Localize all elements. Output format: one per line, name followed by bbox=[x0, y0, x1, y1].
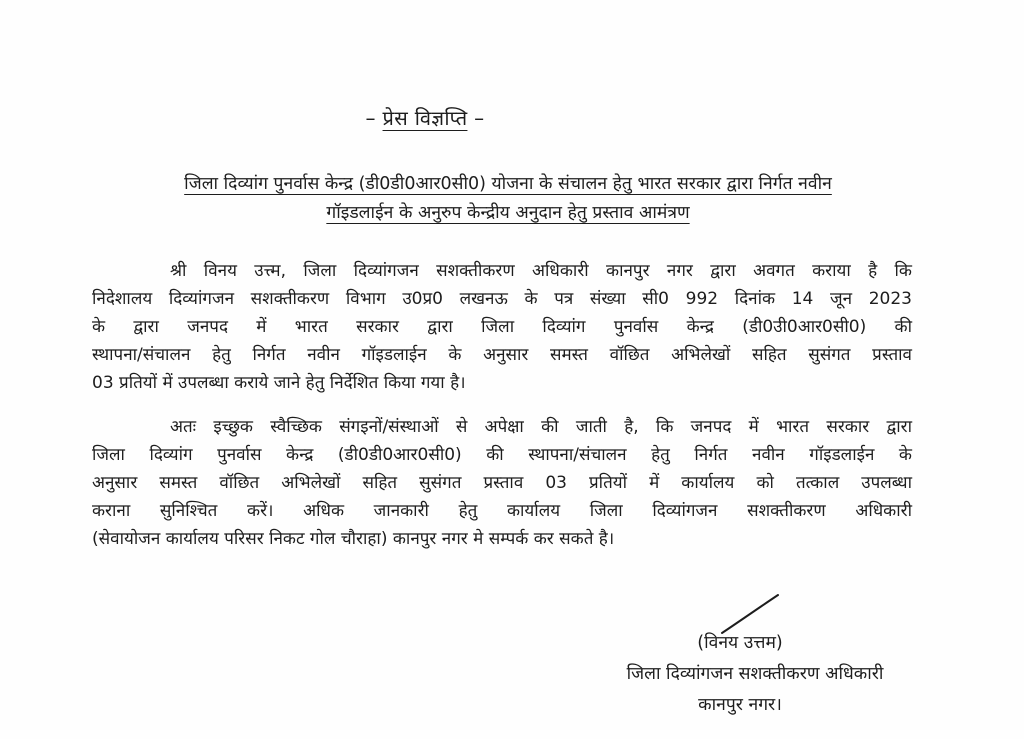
paragraph-line: के द्वारा जनपद में भारत सरकार द्वारा जिला दिव्यांग पुनर्वास केन्द्र (डी0उी0आर0सी0) की bbox=[92, 317, 912, 337]
subject-line: जिला दिव्यांग पुनर्वास केन्द्र (डी0डी0आर0सी0) योजना के संचालन हेतु भारत सरकार द्वारा निर्गत नवीन bbox=[184, 174, 832, 194]
heading-dash-right: – bbox=[474, 106, 485, 130]
signatory-name: (विनय उत्तम) bbox=[697, 633, 783, 653]
subject-heading bbox=[108, 170, 908, 228]
heading-title: प्रेस विज्ञप्ति bbox=[382, 106, 468, 130]
body-paragraph-1 bbox=[92, 257, 912, 397]
paragraph-line: कराना सुनिश्चित करें। अधिक जानकारी हेतु कार्यालय जिला दिव्यांगजन सशक्तीकरण अधिकारी bbox=[92, 501, 912, 521]
paragraph-line: (सेवायोजन कार्यालय परिसर निकट गोल चौराहा) कानपुर नगर मे सम्पर्क कर सकते है। bbox=[92, 529, 615, 549]
body-paragraph-2 bbox=[92, 413, 912, 553]
paragraph-line: निदेशालय दिव्यांगजन सशक्तीकरण विभाग उ0प्र0 लखनऊ के पत्र संख्या सी0 992 दिनांक 14 जून 2023 bbox=[92, 289, 912, 309]
paragraph-line: जिला दिव्यांग पुनर्वास केन्द्र (डी0डी0आर0सी0) की स्थापना/संचालन हेतु निर्गत नवीन गॉइडलाईन के bbox=[92, 445, 912, 465]
paragraph-line: 03 प्रतियों में उपलब्धा कराये जाने हेतु निर्देशित किया गया है। bbox=[92, 373, 466, 393]
subject-line: गॉइडलाईन के अनुरुप केन्द्रीय अनुदान हेतु प्रस्ताव आमंत्रण bbox=[326, 203, 690, 223]
heading-dash-left: – bbox=[365, 106, 376, 130]
signature-block bbox=[600, 628, 910, 721]
signatory-place: कानपुर नगर। bbox=[698, 695, 782, 715]
paragraph-line: अनुसार समस्त वॉछित अभिलेखों सहित सुसंगत प्रस्ताव 03 प्रतियों में कार्यालय को तत्काल उपलब्धा bbox=[92, 473, 912, 493]
press-release-heading bbox=[330, 104, 520, 131]
paragraph-line: अतः इच्छुक स्वैच्छिक संगइनों/संस्थाओं से अपेक्षा की जाती है, कि जनपद में भारत सरकार द्वारा bbox=[170, 417, 912, 437]
paragraph-line: श्री विनय उत्त्म, जिला दिव्यांगजन सशक्तीकरण अधिकारी कानपुर नगर द्वारा अवगत कराया है कि bbox=[170, 261, 912, 281]
paragraph-line: स्थापना/संचालन हेतु निर्गत नवीन गॉइडलाईन के अनुसार समस्त वॉछित अभिलेखों सहित सुसंगत प्रस्ताव bbox=[92, 345, 912, 365]
signatory-designation: जिला दिव्यांगजन सशक्तीकरण अधिकारी bbox=[626, 664, 884, 684]
